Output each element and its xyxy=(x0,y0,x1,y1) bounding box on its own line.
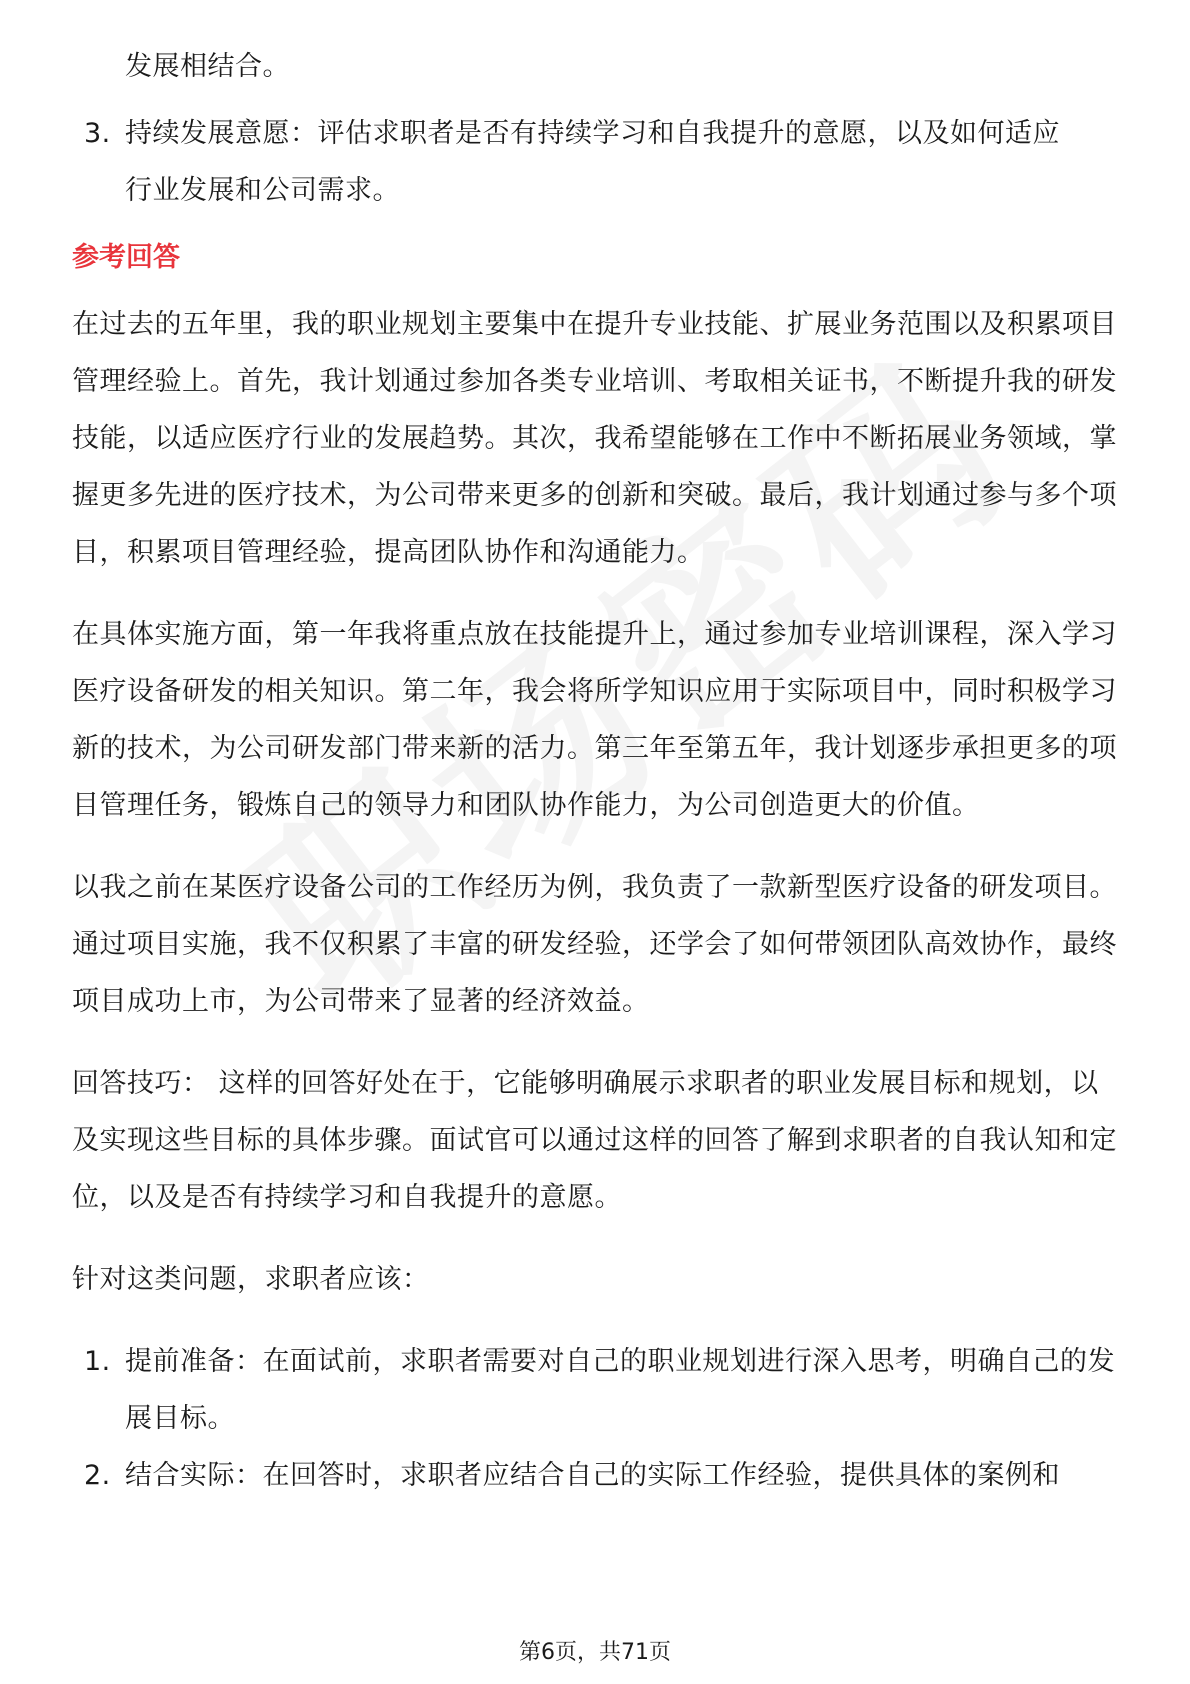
list-number: 1. xyxy=(84,1346,111,1377)
list-number: 2. xyxy=(84,1460,111,1491)
list-item-text: 提前准备：在面试前，求职者需要对自己的职业规划进行深入思考，明确自己的发展目标。 xyxy=(125,1346,1115,1434)
list-item-text: 结合实际：在回答时，求职者应结合自己的实际工作经验，提供具体的案例和 xyxy=(125,1460,1060,1491)
list-item-3 xyxy=(72,105,1122,219)
page-footer: 第6页，共71页 xyxy=(519,1640,671,1665)
page-content xyxy=(72,38,1122,1504)
list-number: 3. xyxy=(84,118,111,149)
section-heading: 参考回答 xyxy=(72,242,180,273)
list-item-text: 持续发展意愿：评估求职者是否有持续学习和自我提升的意愿，以及如何适应 xyxy=(125,118,1060,149)
paragraph: 在具体实施方面，第一年我将重点放在技能提升上，通过参加专业培训课程，深入学习医疗设备研发的相关知识。第二年，我会将所学知识应用于实际项目中，同时积极学习新的技术，为公司研发部门带来新的活力。第三年至第五年，我计划逐步承担更多的项目管理任务，锻炼自己的领导力和团队协作能力，为公司创造更大的价值。 xyxy=(72,619,1117,821)
list-item-2 xyxy=(72,1447,1122,1504)
list-item-continuation: 发展相结合。 xyxy=(125,51,290,82)
list-item-text: 行业发展和公司需求。 xyxy=(125,175,400,206)
paragraph: 针对这类问题，求职者应该： xyxy=(72,1264,430,1295)
answer-tips-paragraph: 回答技巧： 这样的回答好处在于，它能够明确展示求职者的职业发展目标和规划，以及实现这些目标的具体步骤。面试官可以通过这样的回答了解到求职者的自我认知和定位，以及是否有持续学习和自我提升的意愿。 xyxy=(72,1068,1117,1213)
paragraph: 以我之前在某医疗设备公司的工作经历为例，我负责了一款新型医疗设备的研发项目。通过项目实施，我不仅积累了丰富的研发经验，还学会了如何带领团队高效协作，最终项目成功上市，为公司带来了显著的经济效益。 xyxy=(72,872,1117,1017)
paragraph: 在过去的五年里，我的职业规划主要集中在提升专业技能、扩展业务范围以及积累项目管理经验上。首先，我计划通过参加各类专业培训、考取相关证书，不断提升我的研发技能，以适应医疗行业的发展趋势。其次，我希望能够在工作中不断拓展业务领域，掌握更多先进的医疗技术，为公司带来更多的创新和突破。最后，我计划通过参与多个项目，积累项目管理经验，提高团队协作和沟通能力。 xyxy=(72,309,1117,568)
list-item-1 xyxy=(72,1333,1122,1447)
